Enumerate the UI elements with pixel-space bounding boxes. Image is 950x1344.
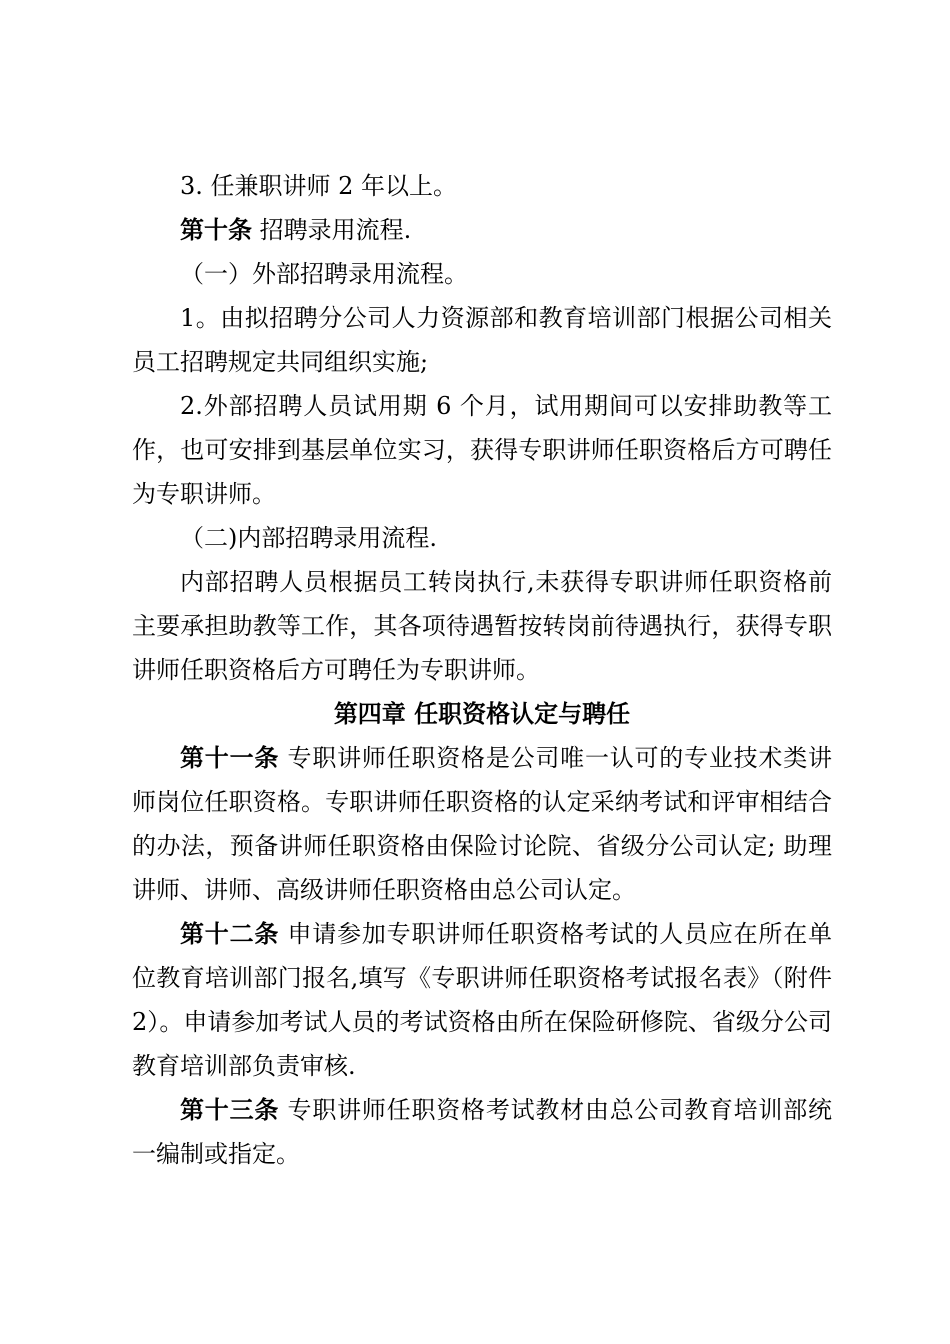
paragraph-text: 1。由拟招聘分公司人力资源部和教育培训部门根据公司相关员工招聘规定共同组织实施; [132,304,832,376]
article-text: 招聘录用流程. [252,216,412,244]
article-number: 第十条 [180,216,252,244]
paragraph-internal [132,560,832,692]
article-number: 第十一条 [180,744,280,772]
article-11 [132,736,832,912]
article-number: 第十二条 [180,920,280,948]
article-text: 专职讲师任职资格考试教材由总公司教育培训部统一编制或指定。 [132,1096,832,1168]
article-10 [132,208,832,252]
paragraph-external-2 [132,384,832,516]
section-external-recruitment [132,252,832,296]
paragraph-text: 内部招聘人员根据员工转岗执行,未获得专职讲师任职资格前主要承担助教等工作，其各项待遇暂按转岗前待遇执行，获得专职讲师任职资格后方可聘任为专职讲师。 [132,568,832,684]
article-12 [132,912,832,1088]
article-13 [132,1088,832,1176]
document-body [132,164,832,1176]
paragraph-text: 2.外部招聘人员试用期 6 个月，试用期间可以安排助教等工作，也可安排到基层单位实习，获得专职讲师任职资格后方可聘任为专职讲师。 [132,392,832,508]
paragraph-text: 3. 任兼职讲师 2 年以上。 [180,172,458,200]
paragraph-external-1 [132,296,832,384]
chapter-title: 第四章 任职资格认定与聘任 [333,700,631,728]
section-heading: （二)内部招聘录用流程. [180,524,437,552]
article-number: 第十三条 [180,1096,280,1124]
article-text: 专职讲师任职资格是公司唯一认可的专业技术类讲师岗位任职资格。专职讲师任职资格的认定采纳考试和评审相结合的办法，预备讲师任职资格由保险讨论院、省级分公司认定; 助理讲师、讲师、高级讲师任职资格由总公司认定。 [132,744,832,904]
section-heading: （一）外部招聘录用流程。 [180,260,468,288]
section-internal-recruitment [132,516,832,560]
article-text: 申请参加专职讲师任职资格考试的人员应在所在单位教育培训部门报名,填写《专职讲师任职资格考试报名表》（附件 2）。申请参加考试人员的考试资格由所在保险研修院、省级分公司教育培训部负责审核. [132,920,832,1080]
paragraph-qualification-3 [132,164,832,208]
